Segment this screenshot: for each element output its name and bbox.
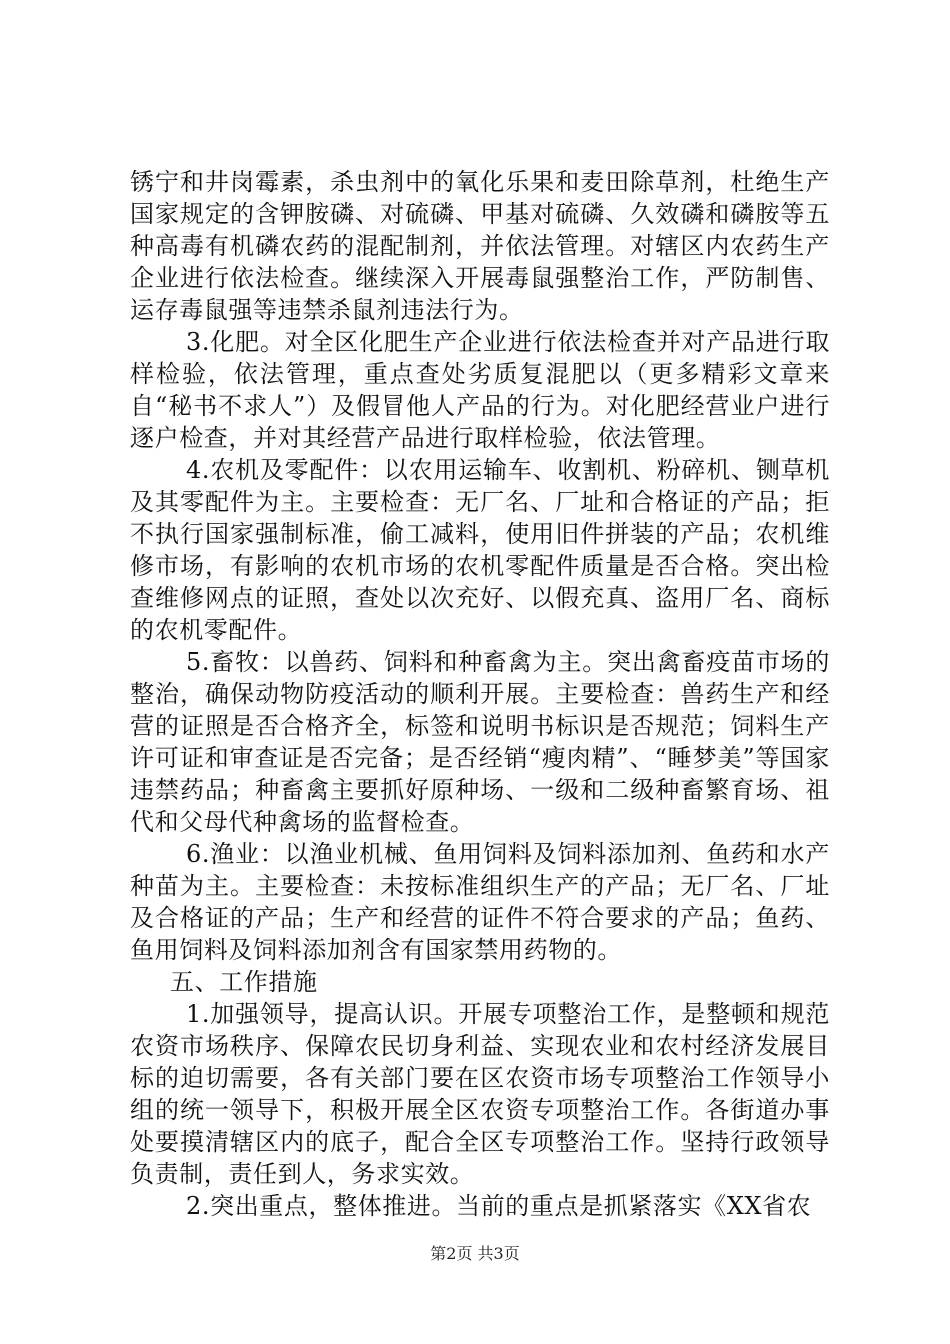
paragraph-livestock: 5.畜牧：以兽药、饲料和种畜禽为主。突出禽畜疫苗市场的整治，确保动物防疫活动的顺利开展。主要检查：兽药生产和经营的证照是否合格齐全，标签和说明书标识是否规范；饲料生产许可证和审查证是否完备；是否经销“瘦肉精”、“睡梦美”等国家违禁药品；种畜禽主要抓好原种场、一级和二级种畜繁育场、祖代和父母代种禽场的监督检查。 xyxy=(130,648,830,836)
paragraph-leadership: 1.加强领导，提高认识。开展专项整治工作，是整顿和规范农资市场秩序、保障农民切身利益、实现农业和农村经济发展目标的迫切需要，各有关部门要在区农资市场专项整治工作领导小组的统一领导下，积极开展全区农资专项整治工作。各街道办事处要摸清辖区内的底子，配合全区专项整治工作。坚持行政领导负责制，责任到人，务求实效。 xyxy=(130,1000,830,1188)
paragraph-fishery: 6.渔业：以渔业机械、鱼用饲料及饲料添加剂、鱼药和水产种苗为主。主要检查：未按标准组织生产的产品；无厂名、厂址及合格证的产品；生产和经营的证件不符合要求的产品；鱼药、鱼用饲料及饲料添加剂含有国家禁用药物的。 xyxy=(130,840,830,964)
document-body xyxy=(130,166,830,1222)
paragraph-fertilizer: 3.化肥。对全区化肥生产企业进行依法检查并对产品进行取样检验，依法管理，重点查处劣质复混肥以（更多精彩文章来自“秘书不求人”）及假冒他人产品的行为。对化肥经营业户进行逐户检查，并对其经营产品进行取样检验，依法管理。 xyxy=(130,328,830,452)
paragraph-pesticide-continuation: 锈宁和井岗霉素，杀虫剂中的氧化乐果和麦田除草剂，杜绝生产国家规定的含钾胺磷、对硫磷、甲基对硫磷、久效磷和磷胺等五种高毒有机磷农药的混配制剂，并依法管理。对辖区内农药生产企业进行依法检查。继续深入开展毒鼠强整治工作，严防制售、运存毒鼠强等违禁杀鼠剂违法行为。 xyxy=(130,168,830,324)
section-heading-work-measures: 五、工作措施 xyxy=(170,968,318,996)
paragraph-farm-machinery: 4.农机及零配件：以农用运输车、收割机、粉碎机、铡草机及其零配件为主。主要检查：无厂名、厂址和合格证的产品；拒不执行国家强制标准，偷工减料，使用旧件拼装的产品；农机维修市场，有影响的农机市场的农机零配件质量是否合格。突出检查维修网点的证照，查处以次充好、以假充真、盗用厂名、商标的农机零配件。 xyxy=(130,456,830,644)
page-number-footer: 第2页 共3页 xyxy=(430,1244,520,1263)
paragraph-key-points: 2.突出重点，整体推进。当前的重点是抓紧落实《XX省农 xyxy=(186,1192,812,1220)
